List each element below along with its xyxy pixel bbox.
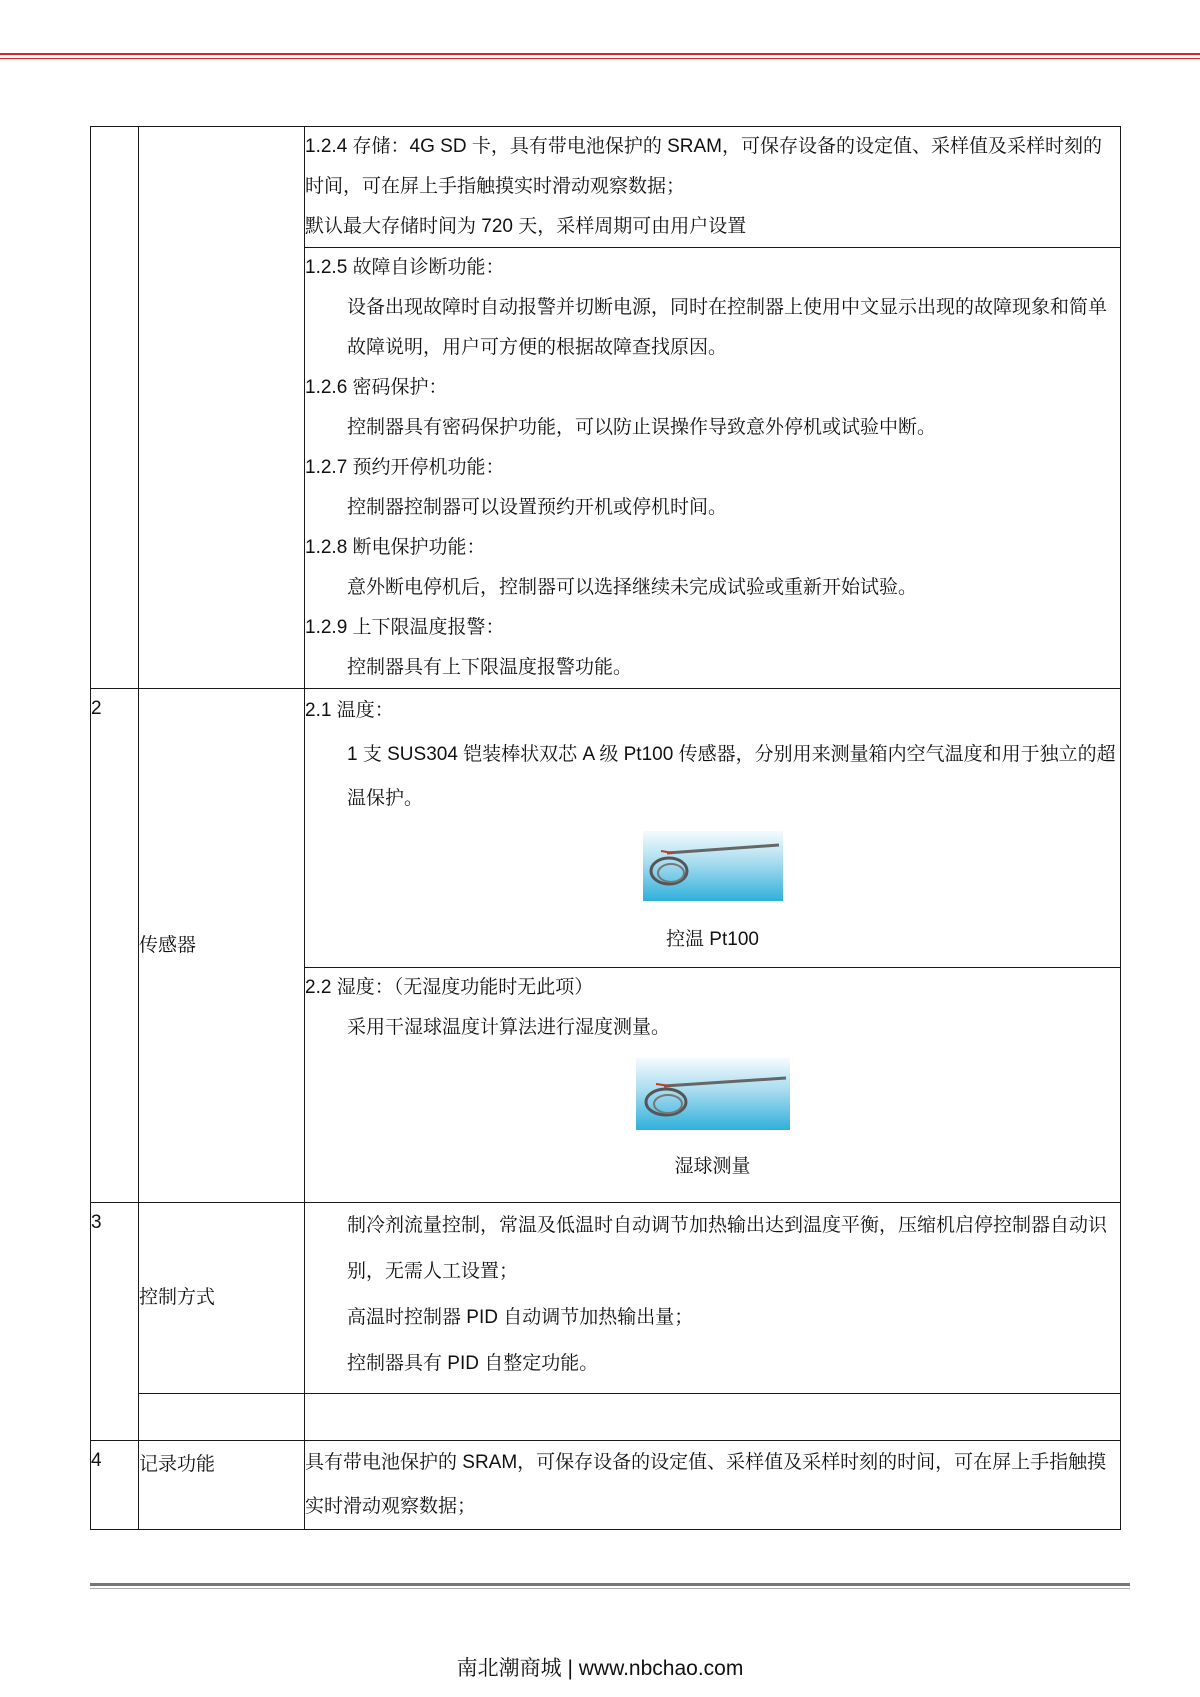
table-row xyxy=(91,127,1121,248)
description-cell xyxy=(305,248,1121,689)
item-name-cell xyxy=(139,127,305,689)
description-cell xyxy=(305,689,1121,968)
wet-bulb-sensor-image xyxy=(636,1058,790,1130)
row-number-cell xyxy=(91,127,139,689)
pt100-sensor-image xyxy=(643,831,783,901)
control-method-text-1: 制冷剂流量控制，常温及低温时自动调节加热输出达到温度平衡，压缩机启停控制器自动识别，无需人工设置； xyxy=(347,1215,1108,1282)
image-caption: 湿球测量 xyxy=(674,1156,751,1177)
item-name-cell: 控制方式 xyxy=(139,1203,305,1394)
spec-table xyxy=(90,126,1121,1530)
image-caption: 控温 Pt100 xyxy=(666,929,759,950)
temperature-alarm-text: 控制器具有上下限温度报警功能。 xyxy=(347,657,633,678)
password-heading: 1.2.6 密码保护： xyxy=(305,377,448,398)
control-method-text-3: 控制器具有 PID 自整定功能。 xyxy=(347,1353,599,1374)
humidity-heading: 2.2 湿度：（无湿度功能时无此项） xyxy=(305,977,594,998)
description-cell xyxy=(305,968,1121,1203)
footer-rule-thin xyxy=(90,1588,1130,1589)
row-number-cell: 4 xyxy=(91,1441,139,1530)
schedule-heading: 1.2.7 预约开停机功能： xyxy=(305,457,505,478)
storage-duration: 默认最大存储时间为 720 天，采样周期可由用户设置 xyxy=(305,216,747,237)
power-loss-heading: 1.2.8 断电保护功能： xyxy=(305,537,486,558)
schedule-text: 控制器控制器可以设置预约开机或停机时间。 xyxy=(347,497,728,518)
item-name-cell: 记录功能 xyxy=(139,1441,305,1530)
table-row xyxy=(91,689,1121,968)
row-number-cell: 3 xyxy=(91,1203,139,1441)
item-name-cell xyxy=(139,1394,305,1441)
storage-spec: 1.2.4 存储：4G SD 卡，具有带电池保护的 SRAM，可保存设备的设定值、采样值及采样时刻的时间，可在屏上手指触摸实时滑动观察数据； xyxy=(305,136,1103,197)
header-rule xyxy=(0,53,1200,55)
recording-text: 具有带电池保护的 SRAM，可保存设备的设定值、采样值及采样时刻的时间，可在屏上手指触摸实时滑动观察数据； xyxy=(305,1452,1107,1517)
footer-watermark: 南北潮商城 | www.nbchao.com xyxy=(456,1657,744,1680)
control-method-text-2: 高温时控制器 PID 自动调节加热输出量； xyxy=(347,1307,694,1328)
power-loss-text: 意外断电停机后，控制器可以选择继续未完成试验或重新开始试验。 xyxy=(347,577,918,598)
description-cell xyxy=(305,1394,1121,1441)
temperature-text: 1 支 SUS304 铠装棒状双芯 A 级 Pt100 传感器，分别用来测量箱内空气温度和用于独立的超温保护。 xyxy=(347,744,1116,809)
temperature-heading: 2.1 温度： xyxy=(305,700,394,721)
password-text: 控制器具有密码保护功能，可以防止误操作导致意外停机或试验中断。 xyxy=(347,417,937,438)
description-cell xyxy=(305,127,1121,248)
table-row xyxy=(91,1203,1121,1394)
table-row xyxy=(91,1441,1121,1530)
description-cell xyxy=(305,1441,1121,1530)
humidity-text: 采用干湿球温度计算法进行湿度测量。 xyxy=(347,1017,671,1038)
fault-diagnosis-heading: 1.2.5 故障自诊断功能： xyxy=(305,257,505,278)
row-number-cell: 2 xyxy=(91,689,139,1203)
temperature-alarm-heading: 1.2.9 上下限温度报警： xyxy=(305,617,505,638)
footer-rule xyxy=(90,1583,1130,1586)
item-name-cell: 传感器 xyxy=(139,689,305,1203)
description-cell xyxy=(305,1203,1121,1394)
header-rule-thin xyxy=(0,58,1200,59)
table-row xyxy=(91,1394,1121,1441)
fault-diagnosis-text: 设备出现故障时自动报警并切断电源，同时在控制器上使用中文显示出现的故障现象和简单故障说明，用户可方便的根据故障查找原因。 xyxy=(347,297,1108,358)
